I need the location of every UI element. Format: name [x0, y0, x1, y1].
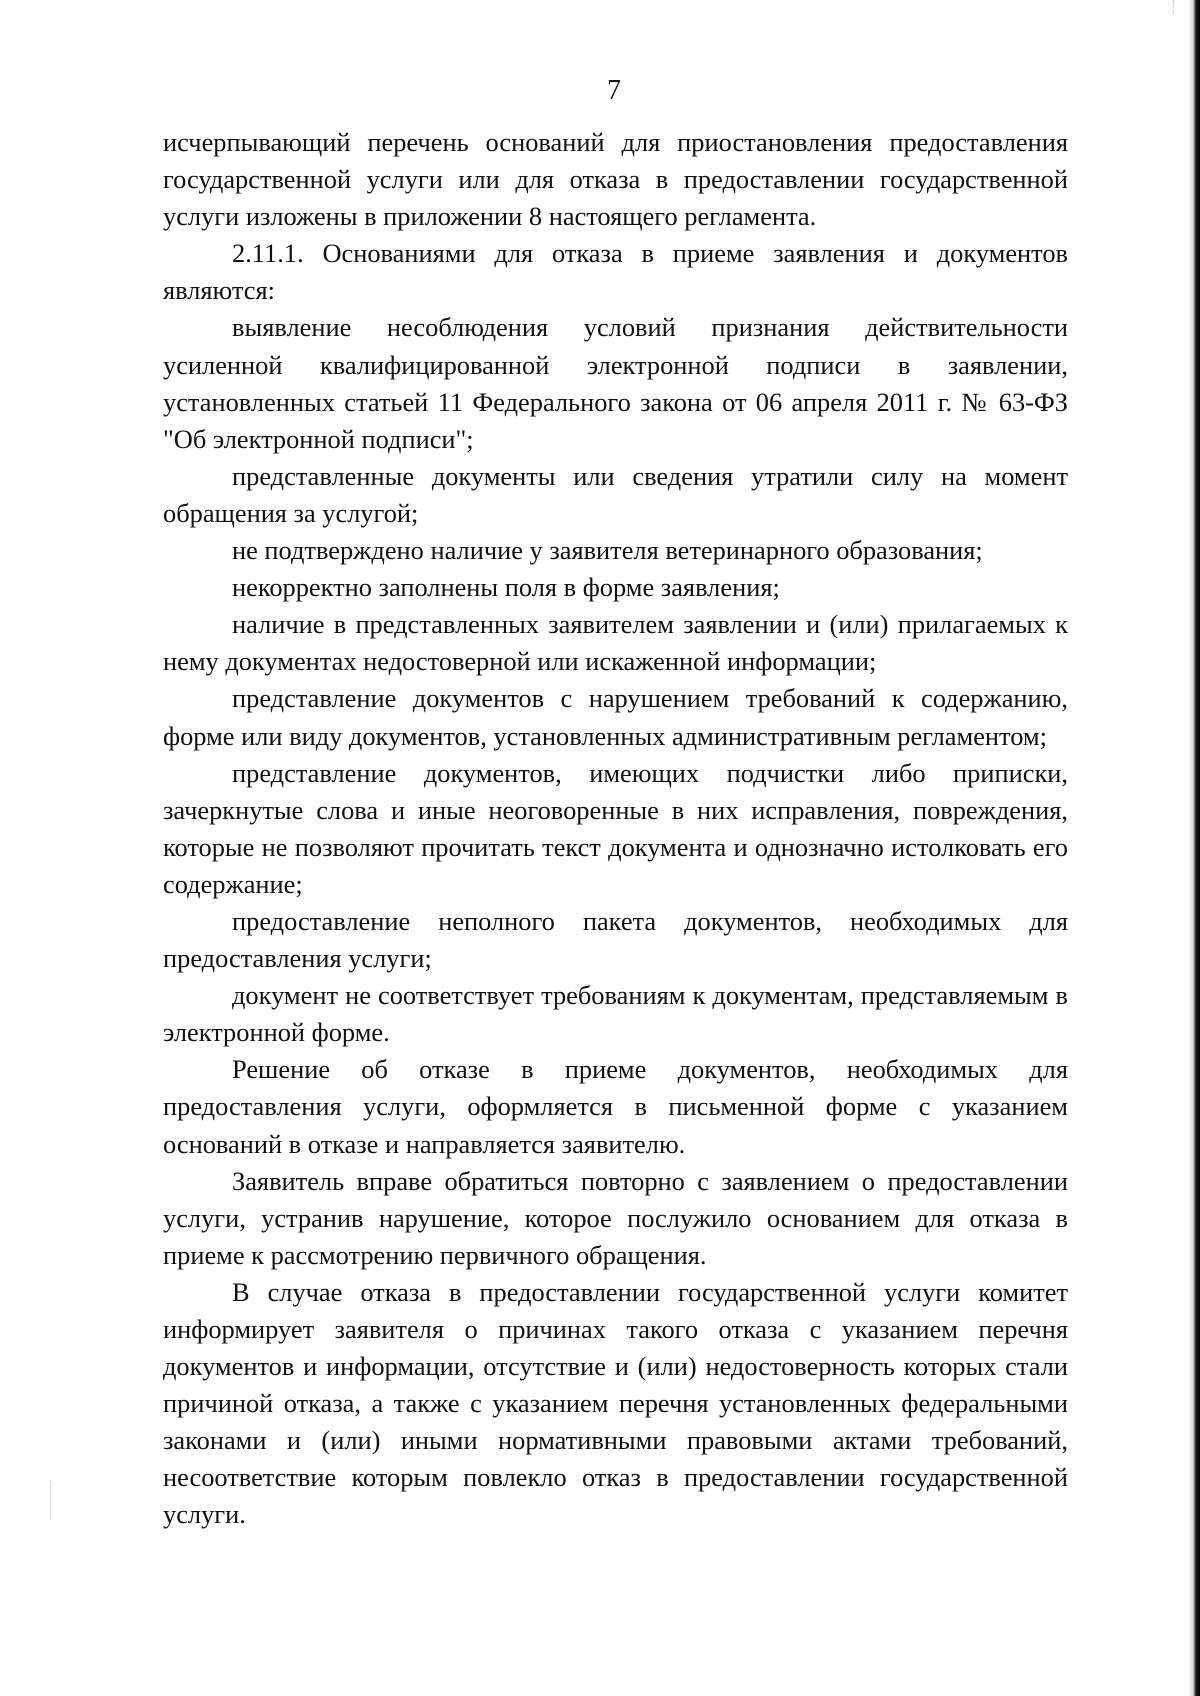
paragraph-refusal-notification: В случае отказа в предоставлении государственной услуги комитет информирует заявителя о причинах такого отказа с указанием перечня документов и информации, отсутствие и (или) недостоверность которых стали причиной отказа, а также с указанием перечня установленных федеральными законами и (или) иными нормативными правовыми актами требований, несоответствие которым повлекло отказ в предоставлении государственной услуги. — [163, 1276, 1068, 1530]
paragraph-section-2-11-1: 2.11.1. Основаниями для отказа в приеме заявления и документов являются: — [163, 238, 1068, 306]
paragraph-incomplete-package: предоставление неполного пакета документов, необходимых для предоставления услуги; — [163, 905, 1068, 974]
paragraph-corrections: представление документов, имеющих подчистки либо приписки, зачеркнутые слова и иные неоговоренные в них исправления, повреждения, которые не позволяют прочитать текст документа и однозначно истолковать его содержание; — [163, 757, 1068, 899]
paragraph-format-violation: представление документов с нарушением требований к содержанию, форме или виду документов, установленных административным регламентом; — [163, 683, 1068, 751]
paragraph-electronic-form: документ не соответствует требованиям к документам, представляемым в электронной форме. — [163, 980, 1068, 1048]
document-body — [163, 124, 1068, 1534]
paragraph-repeat-application: Заявитель вправе обратиться повторно с заявлением о предоставлении услуги, устранив нарушение, которое послужило основанием для отказа в приеме к рассмотрению первичного обращения. — [163, 1165, 1068, 1270]
paragraph-no-veterinary-education: не подтверждено наличие у заявителя ветеринарного образования; — [232, 535, 983, 566]
paragraph-documents-expired: представленные документы или сведения утратили силу на момент обращения за услугой; — [163, 460, 1068, 528]
paragraph-signature-invalid: выявление несоблюдения условий признания действительности усиленной квалифицированной электронной подписи в заявлении, установленных статьей 11 Федерального закона от 06 апреля 2011 г. № 63-ФЗ "Об электронной подписи"; — [163, 312, 1068, 454]
paragraph-false-information: наличие в представленных заявителем заявлении и (или) прилагаемых к нему документах недостоверной или искаженной информации; — [163, 609, 1068, 677]
scan-margin-mark — [50, 1480, 52, 1520]
page-number: 7 — [607, 75, 621, 106]
paragraph-incorrect-fields: некорректно заполнены поля в форме заявления; — [232, 572, 780, 603]
paragraph-continuation: исчерпывающий перечень оснований для приостановления предоставления государственной услуги или для отказа в предоставлении государственной услуги изложены в приложении 8 настоящего регламента. — [163, 127, 1068, 232]
paragraph-refusal-decision: Решение об отказе в приеме документов, необходимых для предоставления услуги, оформляется в письменной форме с указанием оснований в отказе и направляется заявителю. — [163, 1054, 1068, 1159]
scan-edge-shadow — [1188, 0, 1200, 1696]
scan-corner-mark — [1173, 0, 1188, 14]
